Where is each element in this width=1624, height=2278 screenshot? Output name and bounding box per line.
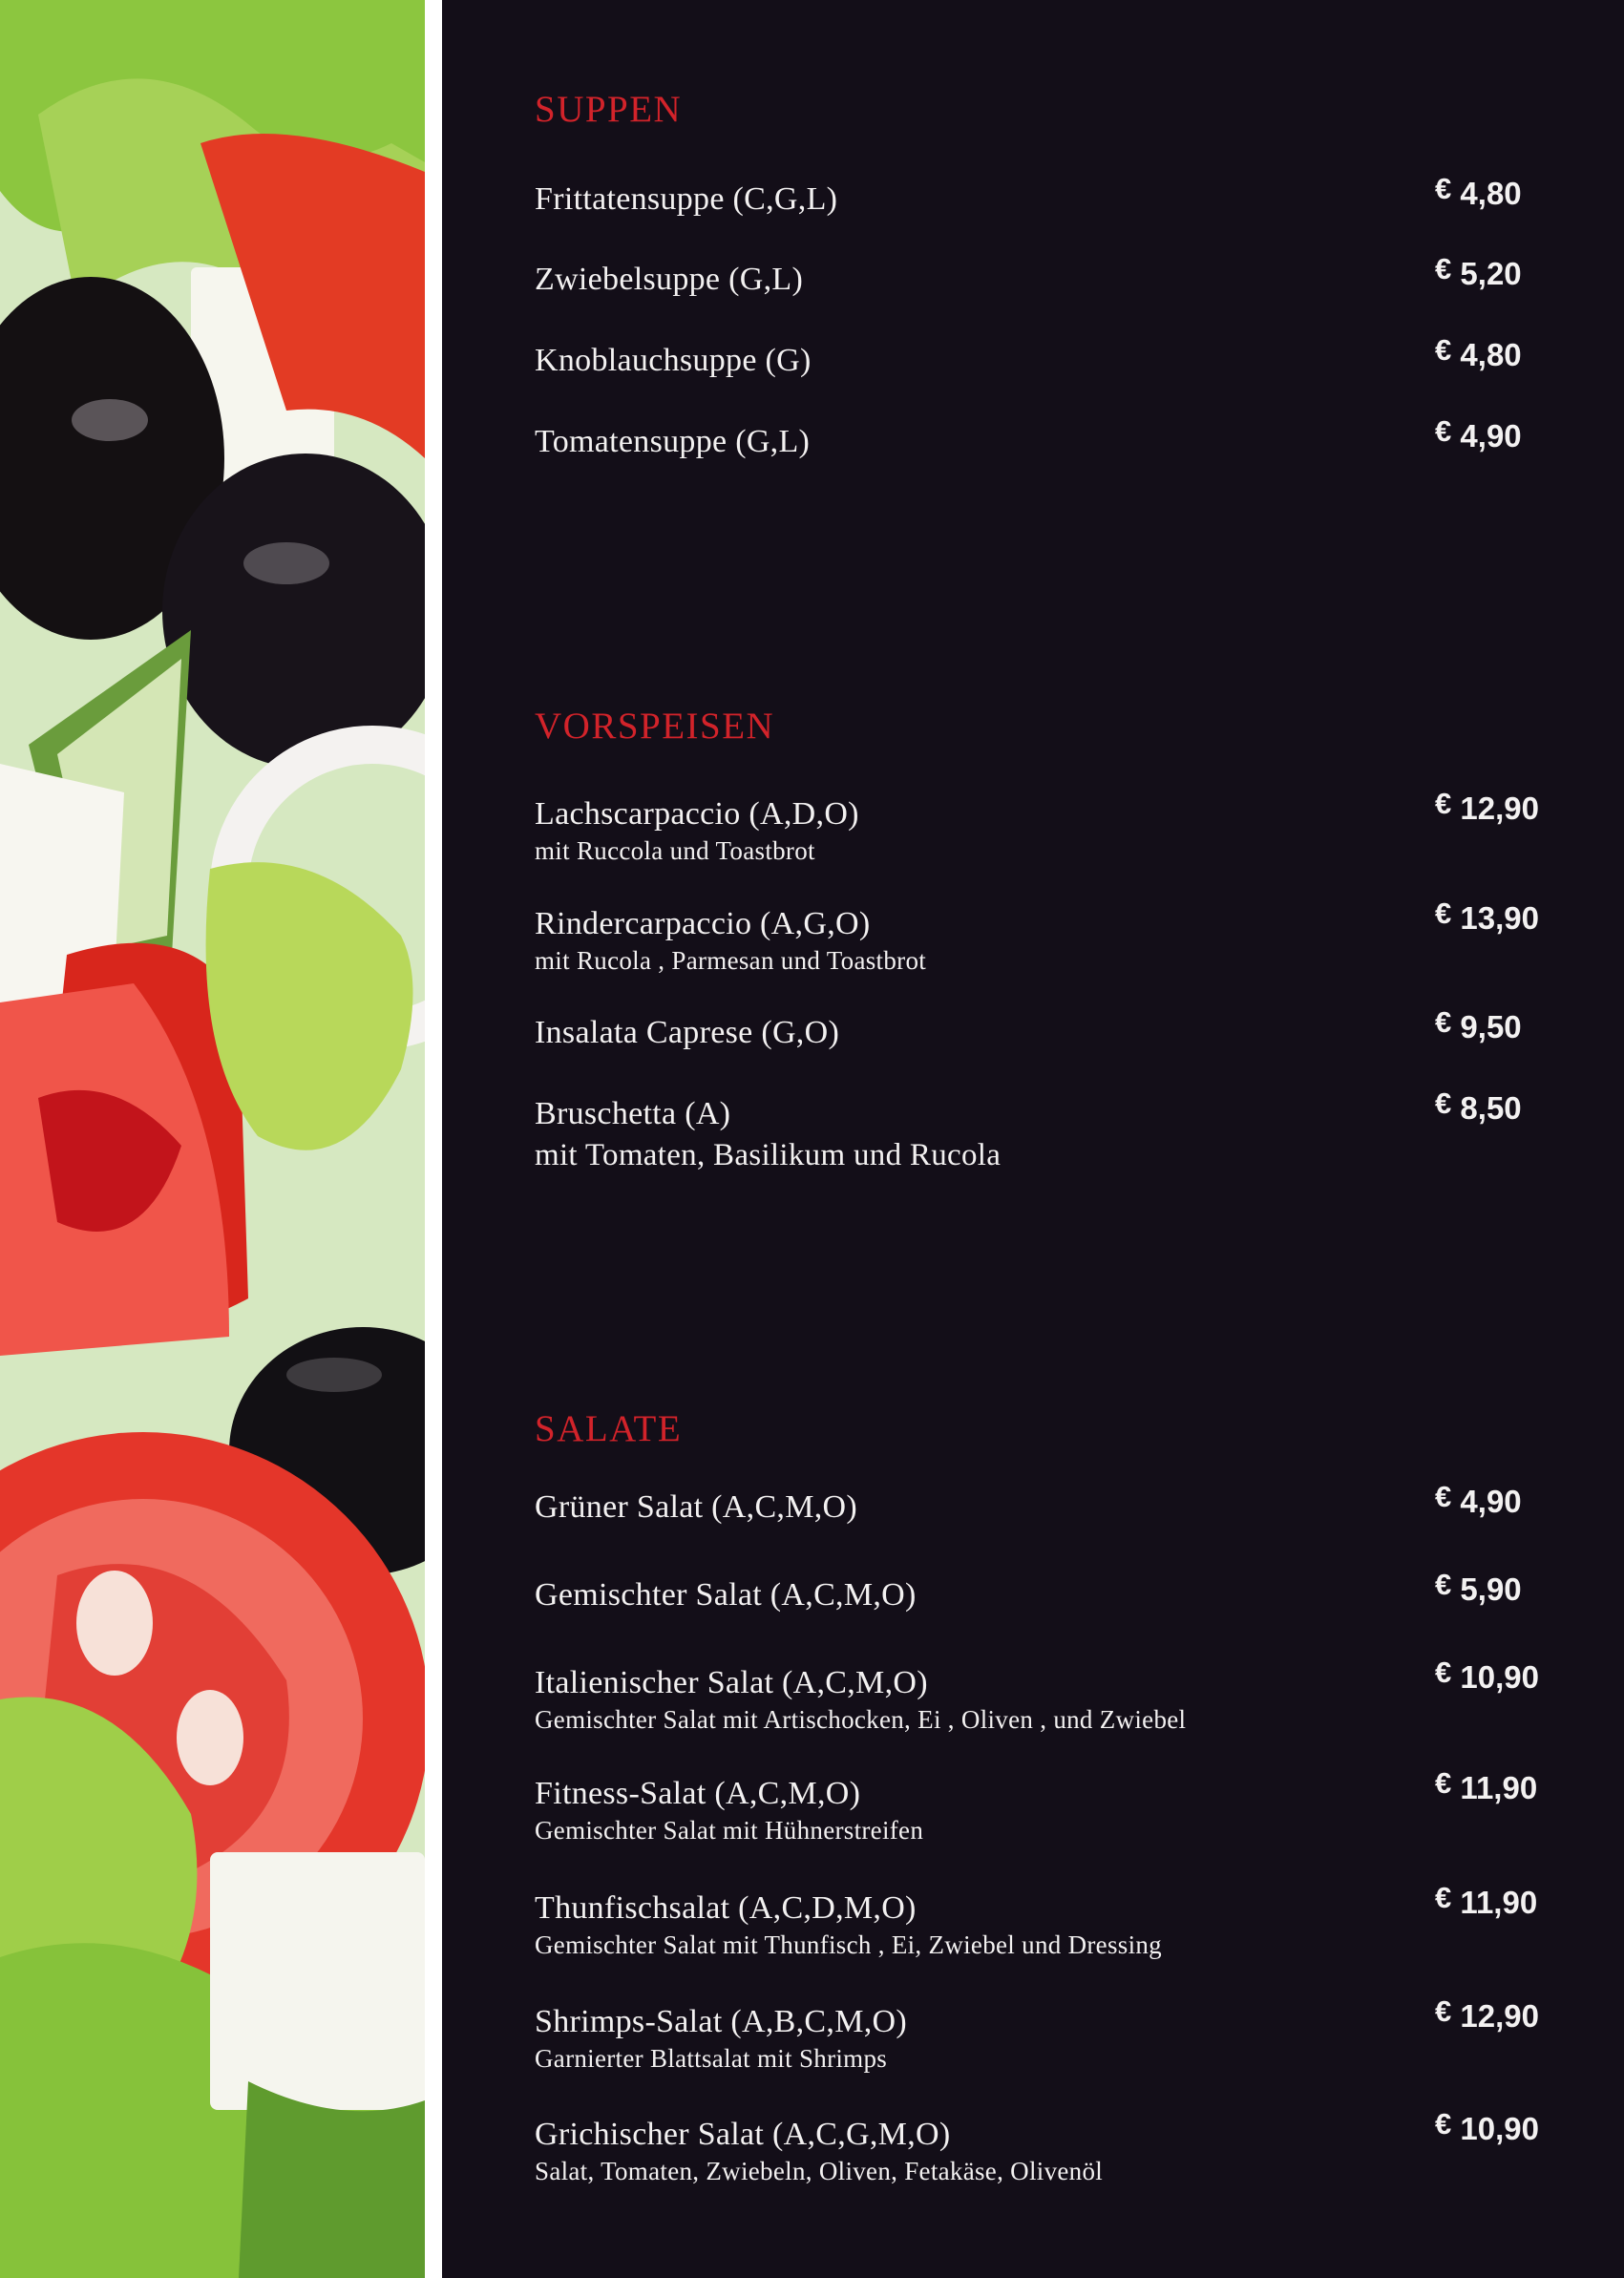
euro-symbol: € [1435,414,1452,448]
price-value: 4,90 [1460,418,1522,453]
item-name: Italienischer Salat (A,C,M,O) [535,1665,928,1700]
price-value: 4,90 [1460,1484,1522,1519]
item-name: Tomatensuppe (G,L) [535,424,811,459]
item-price [1435,333,1522,373]
item-name: Grichischer Salat (A,C,G,M,O) [535,2117,951,2152]
price-value: 4,80 [1460,337,1522,372]
euro-symbol: € [1435,1086,1452,1120]
item-name: Fitness-Salat (A,C,M,O) [535,1776,861,1811]
price-value: 12,90 [1460,791,1540,826]
item-name: Insalata Caprese (G,O) [535,1015,840,1050]
item-price [1435,1766,1538,1806]
item-price [1435,414,1522,454]
item-name: Lachscarpaccio (A,D,O) [535,796,859,832]
euro-symbol: € [1435,1656,1452,1689]
euro-symbol: € [1435,333,1452,367]
item-description: Gemischter Salat mit Thunfisch , Ei, Zwiebel und Dressing [535,1930,1162,1959]
item-name: Rindercarpaccio (A,G,O) [535,906,871,941]
item-name: Knoblauchsuppe (G) [535,343,812,378]
item-name: Bruschetta (A) [535,1096,731,1131]
salad-photo [0,0,425,2278]
item-description: Salat, Tomaten, Zwiebeln, Oliven, Fetakäse, Olivenöl [535,2157,1104,2185]
euro-symbol: € [1435,1994,1452,2028]
section-title: SALATE [535,1408,683,1449]
salad-icon [0,0,425,2278]
price-value: 10,90 [1460,2111,1540,2146]
item-price [1435,1005,1522,1045]
item-price [1435,1480,1522,1520]
euro-symbol: € [1435,2107,1452,2141]
item-price [1435,252,1522,292]
price-value: 5,20 [1460,256,1522,291]
item-description: mit Rucola , Parmesan und Toastbrot [535,946,927,975]
item-price [1435,1568,1522,1608]
euro-symbol: € [1435,896,1452,930]
euro-symbol: € [1435,1881,1452,1914]
price-value: 4,80 [1460,176,1522,211]
item-description: Garnierter Blattsalat mit Shrimps [535,2044,888,2073]
price-value: 8,50 [1460,1090,1522,1126]
item-price [1435,172,1522,212]
item-name: Grüner Salat (A,C,M,O) [535,1489,858,1525]
section-title: SUPPEN [535,89,683,130]
euro-symbol: € [1435,252,1452,285]
price-value: 5,90 [1460,1571,1522,1607]
euro-symbol: € [1435,1005,1452,1039]
item-description: Gemischter Salat mit Artischocken, Ei , Oliven , und Zwiebel [535,1705,1187,1734]
item-description: mit Ruccola und Toastbrot [535,836,815,865]
item-name: Thunfischsalat (A,C,D,M,O) [535,1890,917,1926]
item-description: mit Tomaten, Basilikum und Rucola [535,1138,1002,1172]
price-value: 12,90 [1460,1998,1540,2034]
item-price [1435,1881,1538,1921]
item-price [1435,896,1540,937]
price-value: 9,50 [1460,1009,1522,1044]
item-price [1435,787,1540,827]
euro-symbol: € [1435,787,1452,820]
menu-panel [442,0,1624,2278]
item-name: Gemischter Salat (A,C,M,O) [535,1577,917,1613]
item-price [1435,1086,1522,1127]
item-price [1435,1656,1540,1696]
item-name: Shrimps-Salat (A,B,C,M,O) [535,2004,907,2039]
euro-symbol: € [1435,1568,1452,1601]
price-value: 10,90 [1460,1659,1540,1695]
section-title: VORSPEISEN [535,706,775,747]
price-value: 11,90 [1460,1885,1538,1920]
price-value: 13,90 [1460,900,1540,936]
euro-symbol: € [1435,172,1452,205]
item-price [1435,2107,1540,2147]
item-name: Frittatensuppe (C,G,L) [535,181,838,217]
item-description: Gemischter Salat mit Hühnerstreifen [535,1816,924,1845]
euro-symbol: € [1435,1766,1452,1800]
euro-symbol: € [1435,1480,1452,1513]
item-name: Zwiebelsuppe (G,L) [535,262,804,297]
item-price [1435,1994,1540,2035]
price-value: 11,90 [1460,1770,1538,1805]
